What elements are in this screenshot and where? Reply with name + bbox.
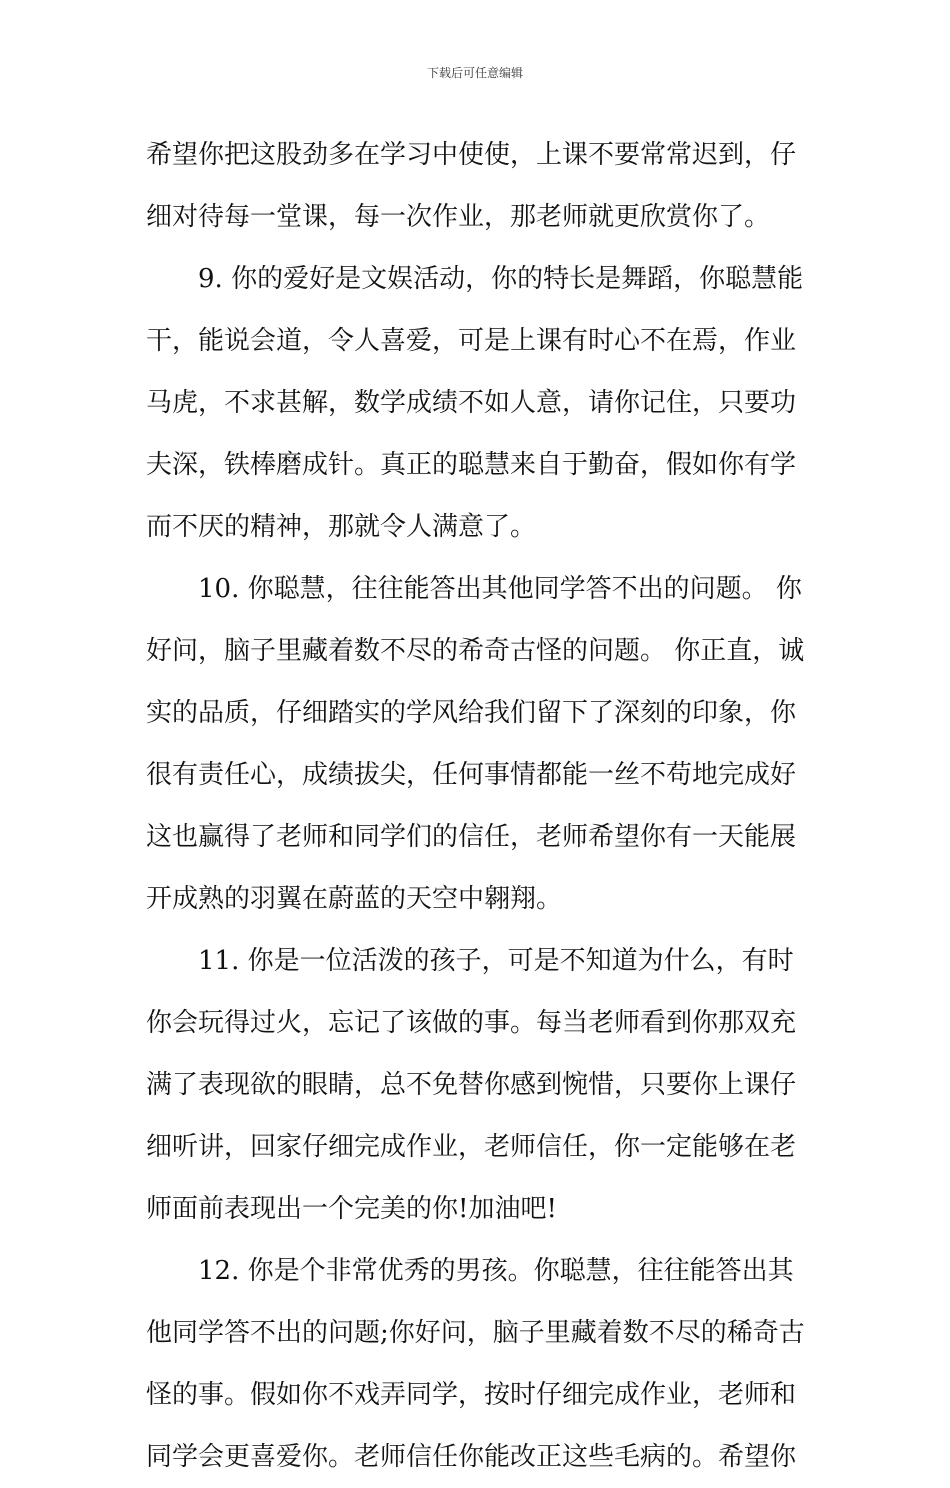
text-line: 同学会更喜爱你。老师信任你能改正这些毛病的。希望你 [146,1442,797,1472]
text-line: 干，能说会道，令人喜爱，可是上课有时心不在焉，作业 [146,326,797,356]
text-line: 满了表现欲的眼睛，总不免替你感到惋惜，只要你上课仔 [146,1070,797,1100]
text-line: 师面前表现出一个完美的你!加油吧! [146,1194,557,1224]
paragraph-start-12: 12. 你是个非常优秀的男孩。你聪慧，往往能答出其 [198,1256,794,1286]
text-line: 开成熟的羽翼在蔚蓝的天空中翱翔。 [146,884,563,914]
text-line: 好问，脑子里藏着数不尽的希奇古怪的问题。 你正直，诚 [146,636,805,666]
text-line: 这也赢得了老师和同学们的信任，老师希望你有一天能展 [146,822,797,852]
text-line: 他同学答不出的问题;你好问，脑子里藏着数不尽的稀奇古 [146,1318,805,1348]
text-line: 怪的事。假如你不戏弄同学，按时仔细完成作业，老师和 [146,1380,797,1410]
text-line: 马虎，不求甚解，数学成绩不如人意，请你记住，只要功 [146,388,797,418]
text-line: 你会玩得过火，忘记了该做的事。每当老师看到你那双充 [146,1008,797,1038]
page-header: 下载后可任意编辑 [426,66,523,80]
text-line: 夫深，铁棒磨成针。真正的聪慧来自于勤奋，假如你有学 [146,450,797,480]
paragraph-start-10: 10. 你聪慧，往往能答出其他同学答不出的问题。 你 [198,574,802,604]
text-line: 很有责任心，成绩拔尖，任何事情都能一丝不苟地完成好 [146,760,797,790]
text-line: 细听讲，回家仔细完成作业，老师信任，你一定能够在老 [146,1132,797,1162]
text-line: 细对待每一堂课，每一次作业，那老师就更欣赏你了。 [146,202,771,232]
paragraph-start-9: 9. 你的爱好是文娱活动，你的特长是舞蹈，你聪慧能 [198,264,804,294]
text-line: 而不厌的精神，那就令人满意了。 [146,512,537,542]
document-body [146,124,812,1488]
text-line: 实的品质，仔细踏实的学风给我们留下了深刻的印象，你 [146,698,797,728]
paragraph-start-11: 11. 你是一位活泼的孩子，可是不知道为什么，有时 [198,946,794,976]
text-line: 希望你把这股劲多在学习中使使，上课不要常常迟到，仔 [146,140,797,170]
